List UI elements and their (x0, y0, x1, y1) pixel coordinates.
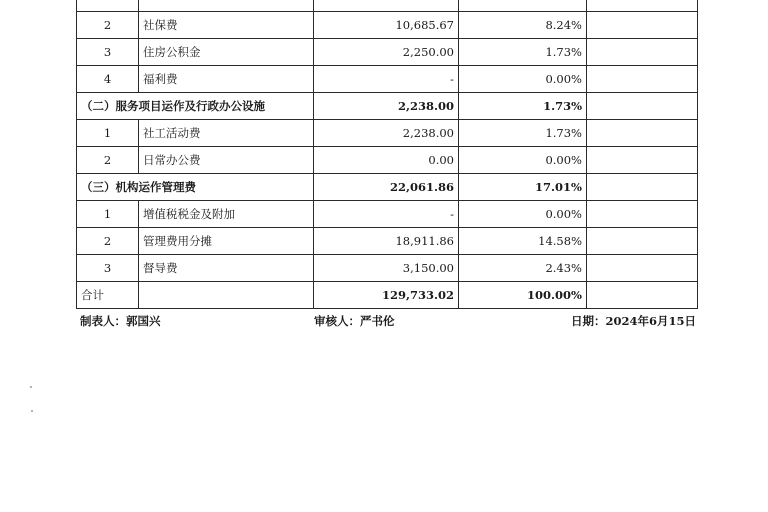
remark-cell (587, 201, 698, 228)
signature-footer (0, 313, 768, 333)
scan-speck (31, 410, 33, 412)
section-row (77, 174, 698, 201)
table-row-partial (77, 0, 698, 12)
row-number: 2 (77, 147, 139, 174)
table-row (77, 120, 698, 147)
item-name (139, 282, 314, 309)
row-number: 4 (77, 66, 139, 93)
remark-cell (587, 39, 698, 66)
section-name: （二）服务项目运作及行政办公设施 (77, 93, 314, 120)
amount-cell: - (314, 201, 459, 228)
percent-cell: 17.01% (459, 174, 587, 201)
percent-cell: 1.73% (459, 93, 587, 120)
row-number: 2 (77, 228, 139, 255)
percent-cell: 0.00% (459, 201, 587, 228)
table-row (77, 147, 698, 174)
section-name: （三）机构运作管理费 (77, 174, 314, 201)
item-name: 社工活动费 (139, 120, 314, 147)
expense-table (76, 0, 698, 309)
row-number (77, 0, 139, 12)
table-row (77, 201, 698, 228)
remark-cell (587, 174, 698, 201)
amount-cell: 0.00 (314, 147, 459, 174)
total-row (77, 282, 698, 309)
remark-cell (587, 93, 698, 120)
remark-cell (587, 66, 698, 93)
row-number: 3 (77, 39, 139, 66)
total-percent: 100.00% (459, 282, 587, 309)
amount-cell: 2,238.00 (314, 120, 459, 147)
amount-cell: 10,685.67 (314, 12, 459, 39)
percent-cell: 0.00% (459, 66, 587, 93)
section-row (77, 93, 698, 120)
item-name: 日常办公费 (139, 147, 314, 174)
row-number: 1 (77, 201, 139, 228)
reviewer-label: 审核人：严书伦 (314, 314, 395, 328)
amount-cell: 22,061.86 (314, 174, 459, 201)
item-name: 福利费 (139, 66, 314, 93)
remark-cell (587, 228, 698, 255)
remark-cell (587, 255, 698, 282)
remark-cell (587, 282, 698, 309)
table-row (77, 12, 698, 39)
percent-cell: 1.73% (459, 39, 587, 66)
item-name: 管理费用分摊 (139, 228, 314, 255)
percent-cell: 0.00% (459, 147, 587, 174)
remark-cell (587, 12, 698, 39)
amount-cell: 2,238.00 (314, 93, 459, 120)
percent-cell: 8.24% (459, 12, 587, 39)
table-row (77, 66, 698, 93)
scan-speck (30, 386, 32, 388)
remark-cell (587, 147, 698, 174)
row-number: 2 (77, 12, 139, 39)
amount-cell: 2,250.00 (314, 39, 459, 66)
table-row (77, 39, 698, 66)
remark-cell (587, 120, 698, 147)
percent-cell: 14.58% (459, 228, 587, 255)
amount-cell: - (314, 66, 459, 93)
item-name: 增值税税金及附加 (139, 201, 314, 228)
table-row (77, 255, 698, 282)
item-name: 住房公积金 (139, 39, 314, 66)
total-amount: 129,733.02 (314, 282, 459, 309)
percent-cell (459, 0, 587, 12)
amount-cell: 3,150.00 (314, 255, 459, 282)
date-label: 日期：2024年6月15日 (571, 314, 697, 328)
item-name: 社保费 (139, 12, 314, 39)
total-label: 合计 (77, 282, 139, 309)
item-name: 督导费 (139, 255, 314, 282)
amount-cell (314, 0, 459, 12)
table-row (77, 228, 698, 255)
percent-cell: 1.73% (459, 120, 587, 147)
amount-cell: 18,911.86 (314, 228, 459, 255)
row-number: 1 (77, 120, 139, 147)
row-number: 3 (77, 255, 139, 282)
remark-cell (587, 0, 698, 12)
percent-cell: 2.43% (459, 255, 587, 282)
preparer-label: 制表人：郭国兴 (80, 314, 161, 328)
item-name (139, 0, 314, 12)
